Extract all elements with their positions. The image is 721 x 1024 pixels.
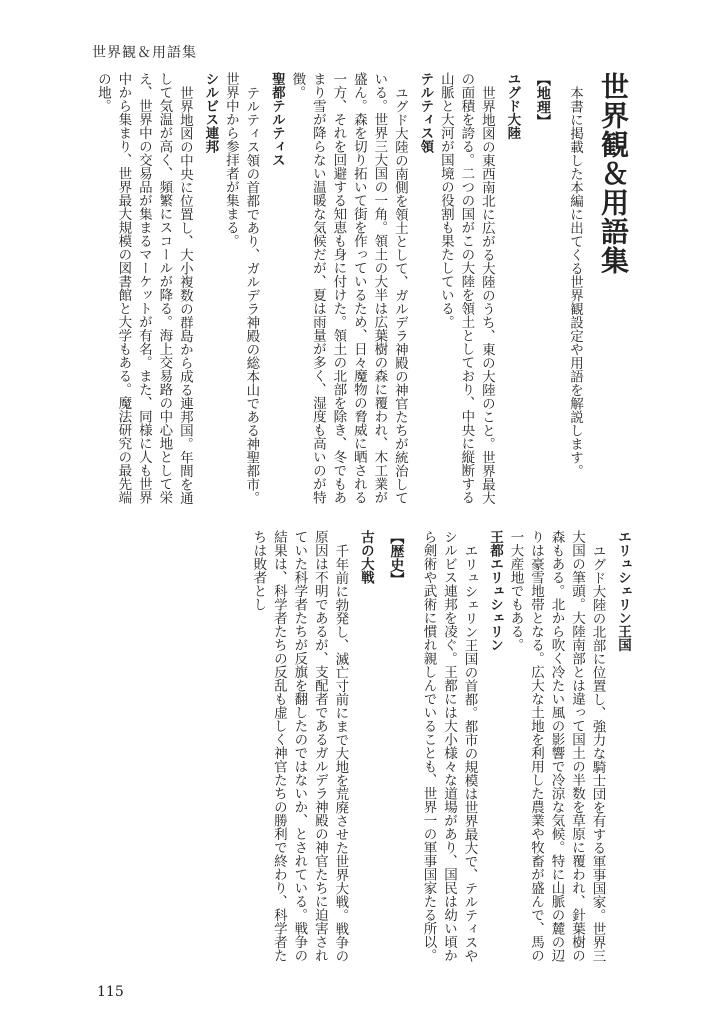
intro-paragraph: 本書に掲載した本編に出てくる世界観設定や用語を解説します。: [567, 85, 583, 477]
term-yugd-continent: ユグド大陸: [504, 72, 521, 140]
desc-holy-city-teltis: テルティス領の首都であり、ガルデラ神殿の総本山である神聖都市。世界中から参拝者が集まる。: [222, 72, 260, 504]
page-title: 世界観＆用語集: [597, 72, 630, 275]
desc-elyshelin-kingdom: ユグド大陸の北部に位置し、強力な騎士団を有する軍事国家。世界三大国の筆頭。大陸南部とは違って国土の半数を草原に覆われ、針葉樹の森もある。北から吹く冷たい風の影響で冷涼な気候。特に山脈の麓の辺りは豪雪地帯となる。広大な土地を利用した農業や牧畜が盛んで、馬の一大産地でもある。: [507, 530, 606, 962]
geography-heading: 【地理】: [534, 72, 551, 128]
desc-yugd-continent: 世界地図の東西南北に広がる大陸のうち、東の大陸のこと。世界最大の面積を誇る。二つの国がこの大陸を領土としており、中央に縦断する山脈と大河が国境の役割も果たしている。: [437, 72, 495, 504]
desc-ancient-war: 千年前に勃発し、滅亡寸前にまで大地を荒廃させた世界大戦。戦争の原因は不明であるが、支配者であるガルデラ神殿の神官たちに迫害されていた科学者たちが反旗を翻したのではないか、とされている。戦争の結果は、科学者たちの反乱も虚しく神官たちの勝利で終わり、科学者たちは敗者とし: [250, 530, 349, 962]
term-holy-city-teltis: 聖都テルティス: [268, 72, 285, 167]
term-elyshelin-kingdom: エリュシェリン王国: [615, 530, 631, 652]
term-royal-capital-elyshelin: 王都エリュシェリン: [487, 530, 503, 652]
desc-royal-capital-elyshelin: エリュシェリン王国の首都。都市の規模は世界最大で、テルティスやシルビス連邦を凌ぐ。王都には大小様々な道場があり、国民は幼い頃から剣術や武術に慣れ親しんでいることも、世界一の軍事国家たる所以。: [420, 530, 478, 962]
upper-text-block: [92, 72, 633, 514]
desc-teltis-territory: ユグド大陸の南側を領土として、ガルデラ神殿の神官たちが統治している。世界三大国の一角。領土の大半は広葉樹の森に覆われ、木工業が盛ん。森を切り拓いて街を作っているため、日々魔物の脅威に晒される一方、それを回避する知恵も身に付けた。領土の北部を除き、冬でもあまり雪が降らない温暖な気候だが、夏は雨量が多く、湿度も高いのが特徴。: [289, 72, 408, 504]
term-ancient-war: 古の大戦: [357, 530, 374, 584]
desc-silvis-federation: 世界地図の中央に位置し、大小複数の群島から成る連邦国。年間を通して気温が高く、頻繁にスコールが降る。海上交易路の中心地として栄え、世界中の交易品が集まるマーケットが有名。また、同様に人も世界中から集まり、世界最大規模の図書館と大学もある。魔法研究の最先端の地。: [94, 72, 193, 504]
term-teltis-territory: テルティス領: [417, 72, 434, 153]
page-number: 115: [97, 984, 124, 1000]
running-header: 世界観＆用語集: [92, 45, 197, 61]
term-silvis-federation: シルビス連邦: [202, 72, 219, 153]
history-heading: 【歴史】: [388, 530, 405, 586]
lower-text-block: [248, 530, 633, 970]
